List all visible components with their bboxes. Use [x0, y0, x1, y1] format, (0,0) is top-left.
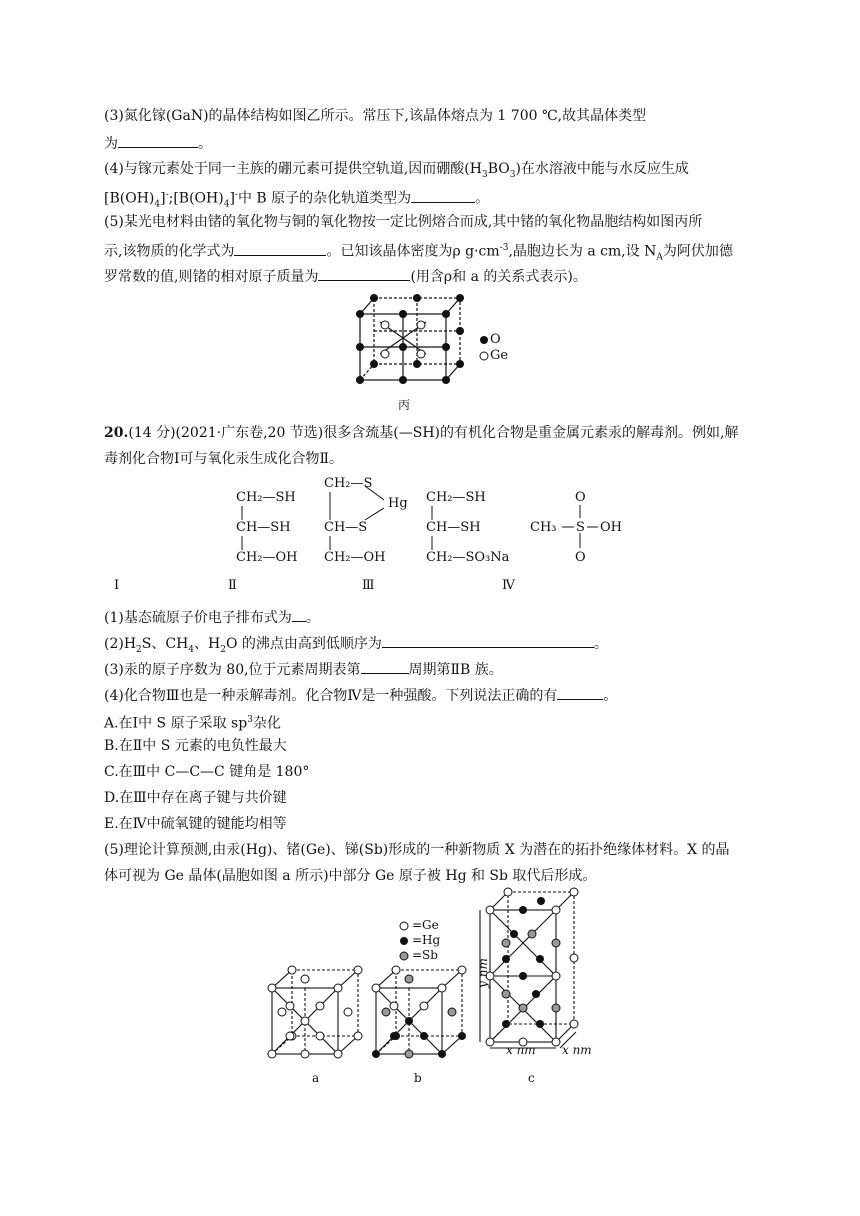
sub3: (3)汞的原子序数为 80,位于元素周期表第 周期第ⅡB 族。 [104, 658, 503, 680]
option-d: D.在Ⅲ中存在离子键与共价键 [104, 790, 287, 806]
crystal-cell-b [372, 966, 472, 1062]
q20-line1: 20.(14 分)(2021·广东卷,20 节选)很多含巯基(—SH)的有机化合物是重金属元素汞的解毒剂。例如,解 [104, 425, 739, 441]
legend-o-label: O [490, 332, 501, 347]
struct-II-row2: CH—S [324, 520, 368, 535]
figure-caption-c: c [528, 1071, 535, 1085]
y-dimension-label: y nm [475, 958, 490, 988]
struct-III-row3: CH₂—SO₃Na [426, 550, 510, 565]
option-e: E.在Ⅳ中硫氧键的键能均相等 [104, 816, 287, 832]
struct-I-label: Ⅰ [114, 578, 120, 593]
struct-I-row2: CH—SH [236, 520, 291, 535]
q5-line2: 示,该物质的化学式为 。已知该晶体密度为ρ $g\cdot cm^{-3}$,晶胞边长为 a cm,设 $N_A$为阿伏加德 [104, 238, 733, 267]
sub4: (4)化合物Ⅲ也是一种汞解毒剂。化合物Ⅳ是一种强酸。下列说法正确的有 。 [104, 684, 617, 706]
answer-blank[interactable] [557, 684, 603, 700]
option-a: A.在Ⅰ中 S 原子采取 $sp^3$杂化 [104, 715, 281, 732]
legend-symbols [398, 920, 412, 964]
sub2: $(2)H_2S$、$CH_4$、$H_2O$ 的沸点由高到低顺序为 。 [104, 632, 608, 660]
struct-IV-s: S [576, 520, 585, 535]
answer-blank[interactable] [361, 658, 409, 674]
legend-ge-eq: =Ge [412, 918, 439, 932]
crystal-cell-a [268, 966, 368, 1062]
figure-caption-a: a [312, 1071, 320, 1085]
struct-I-row1: CH₂—SH [236, 490, 296, 505]
figure-caption-b: b [414, 1071, 422, 1085]
q20-line2: 毒剂化合物Ⅰ可与氧化汞生成化合物Ⅱ。 [104, 451, 344, 467]
q4-line2: $[B(OH)_4]^-;[B(OH)_4]^-$中 B 原子的杂化轨道类型为 。 [104, 185, 489, 214]
q3-line1: (3)氮化镓(GaN)的晶体结构如图乙所示。常压下,该晶体熔点为 1 700 ℃,故其晶体类型 [104, 108, 647, 124]
struct-III-row1: CH₂—SH [426, 490, 486, 505]
sub5-line2: 体可视为 Ge 晶体(晶胞如图 a 所示)中部分 Ge 原子被 Hg 和 Sb 取代后形成。 [104, 868, 597, 884]
structure-bonds [0, 0, 860, 600]
q3-line2: 为 。 [104, 132, 212, 154]
legend-sb-eq: =Sb [412, 948, 438, 962]
struct-IV-ch3: CH₃ [530, 520, 557, 535]
x-dimension-label-1: x nm [506, 1043, 536, 1057]
struct-II-row3: CH₂—OH [324, 550, 386, 565]
sub5-line1: (5)理论计算预测,由汞(Hg)、锗(Ge)、锑(Sb)形成的一种新物质 X 为潜在的拓扑绝缘体材料。X 的晶 [104, 842, 730, 858]
figure-caption-bing: 丙 [398, 398, 411, 412]
option-b: B.在Ⅱ中 S 元素的电负性最大 [104, 738, 287, 754]
struct-IV-o-bot: O [575, 550, 586, 565]
crystal-cell-c [476, 884, 586, 1054]
q5-line3: 罗常数的值,则锗的相对原子质量为 (用含ρ和 a 的关系式表示)。 [104, 265, 587, 287]
struct-III-row2: CH—SH [426, 520, 481, 535]
legend-ge-label: Ge [490, 348, 509, 363]
option-c: C.在Ⅲ中 C—C—C 键角是 180° [104, 764, 310, 780]
q5-line1: (5)某光电材料由锗的氧化物与铜的氧化物按一定比例熔合而成,其中锗的氧化物晶胞结构如图丙所 [104, 214, 703, 230]
struct-IV-oh: OH [600, 520, 622, 535]
answer-blank[interactable] [292, 606, 306, 622]
x-dimension-label-2: x nm [562, 1043, 592, 1057]
struct-II-label: Ⅱ [228, 578, 237, 593]
legend-hg-eq: =Hg [412, 933, 441, 947]
struct-IV-label: Ⅳ [502, 578, 515, 593]
struct-I-row3: CH₂—OH [236, 550, 298, 565]
q4-line1: (4)与镓元素处于同一主族的硼元素可提供空轨道,因而硼酸$(H_3BO_3)$在水溶液中能与水反应生成 [104, 161, 689, 180]
answer-blank[interactable] [382, 632, 594, 648]
sub1: (1)基态硫原子价电子排布式为 。 [104, 606, 320, 628]
struct-III-label: Ⅲ [362, 578, 375, 593]
struct-II-row1: CH₂—S [324, 476, 373, 491]
struct-IV-o-top: O [575, 490, 586, 505]
struct-II-hg: Hg [388, 496, 408, 511]
